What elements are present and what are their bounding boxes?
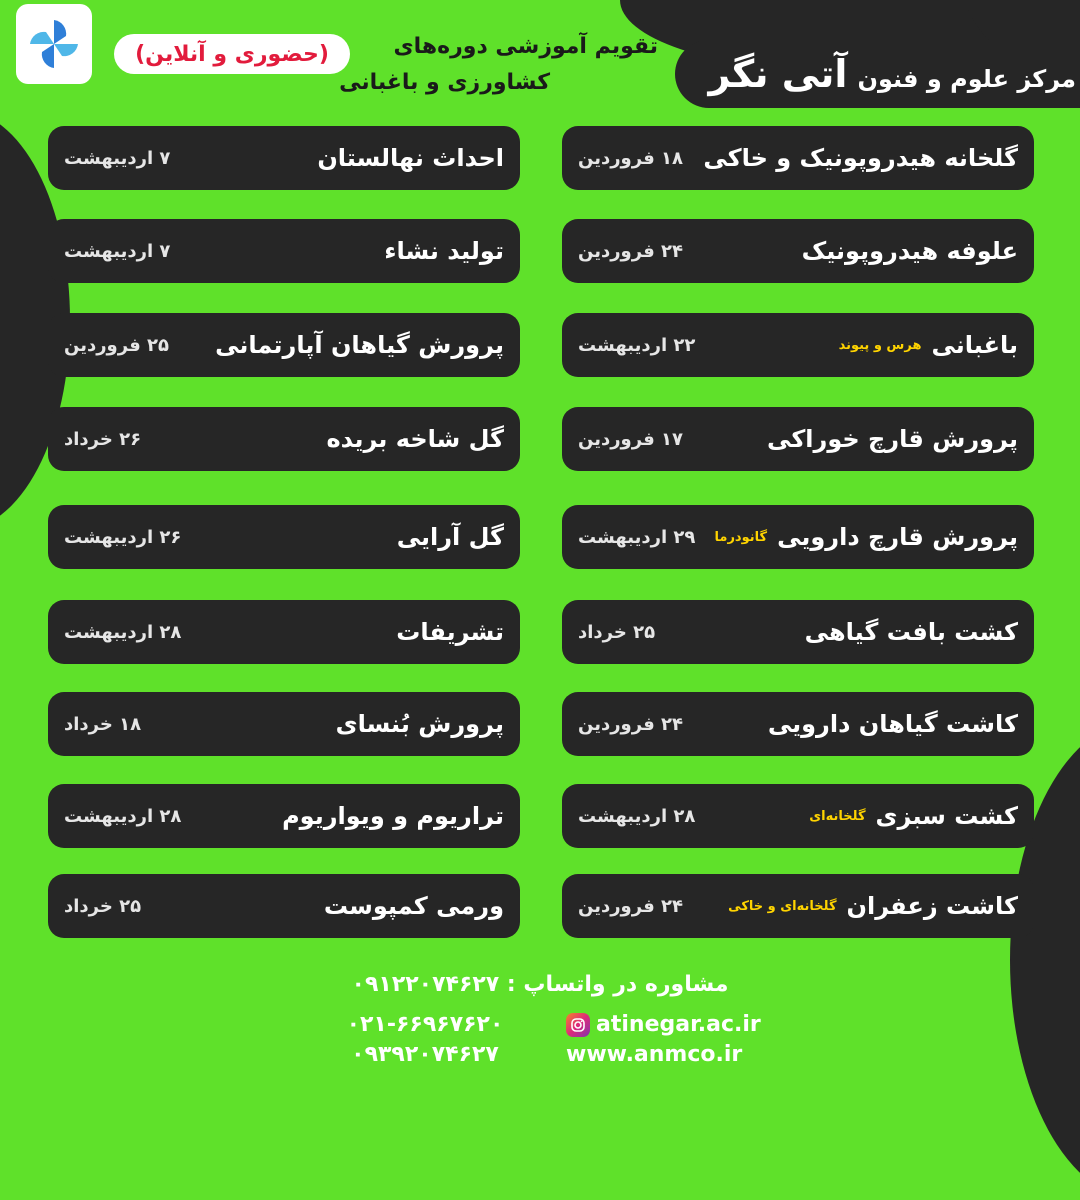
course-title: گلخانه هیدروپونیک و خاکی: [703, 144, 1018, 172]
course-title: احداث نهالستان: [317, 144, 504, 172]
course-card: [48, 600, 520, 664]
course-tag: گلخانه‌ای: [809, 808, 866, 824]
instagram-handle[interactable]: atinegar.ac.ir: [596, 1012, 761, 1037]
course-card: [562, 784, 1034, 848]
course-date: ۱۸ فروردین: [578, 147, 683, 169]
course-title: باغبانی: [931, 331, 1018, 359]
course-date: ۲۵ خرداد: [578, 621, 656, 643]
course-card: [48, 126, 520, 190]
course-tag: گلخانه‌ای و خاکی: [728, 898, 837, 914]
course-title: گل شاخه بریده: [326, 425, 504, 453]
center-label: مرکز علوم و فنون: [857, 65, 1076, 93]
course-card: [48, 784, 520, 848]
course-date: ۷ اردیبهشت: [64, 147, 171, 169]
page-title: تقویم آموزشی دوره‌های: [393, 34, 658, 59]
course-title: گل آرایی: [396, 523, 504, 551]
course-card: [48, 313, 520, 377]
course-title: پرورش قارچ دارویی: [777, 523, 1018, 551]
page-subtitle: کشاورزی و باغبانی: [339, 70, 550, 95]
course-card: [48, 219, 520, 283]
whatsapp-consult[interactable]: مشاوره در واتساپ : ۰۹۱۲۲۰۷۴۶۲۷: [351, 972, 729, 997]
center-name: [686, 52, 1076, 96]
course-tag: گانودرما: [714, 529, 768, 545]
course-date: ۷ اردیبهشت: [64, 240, 171, 262]
course-date: ۲۶ اردیبهشت: [64, 526, 182, 548]
course-card: [562, 219, 1034, 283]
course-card: [48, 874, 520, 938]
course-card: [48, 505, 520, 569]
course-title: کشت بافت گیاهی: [804, 618, 1018, 646]
instagram-icon: [566, 1013, 590, 1037]
phone-landline[interactable]: ۰۲۱-۶۶۹۶۷۶۲۰: [346, 1012, 504, 1037]
course-title: ورمی کمپوست: [323, 892, 504, 920]
course-title: پرورش بُنسای: [335, 710, 504, 738]
course-title: تراریوم و ویواریوم: [282, 802, 504, 830]
mode-badge: (حضوری و آنلاین): [114, 34, 350, 74]
course-date: ۱۸ خرداد: [64, 713, 142, 735]
course-title: تشریفات: [396, 618, 504, 646]
center-brand: آتی نگر: [708, 52, 848, 96]
course-date: ۲۸ اردیبهشت: [578, 805, 696, 827]
course-date: ۲۸ اردیبهشت: [64, 805, 182, 827]
course-title: پرورش قارچ خوراکی: [767, 425, 1018, 453]
course-card: [562, 505, 1034, 569]
course-title: کاشت زعفران: [846, 892, 1018, 920]
course-card: [48, 692, 520, 756]
course-date: ۲۵ فروردین: [64, 334, 169, 356]
course-date: ۲۴ فروردین: [578, 240, 683, 262]
course-card: [562, 126, 1034, 190]
phone-mobile[interactable]: ۰۹۳۹۲۰۷۴۶۲۷: [351, 1042, 499, 1067]
course-date: ۱۷ فروردین: [578, 428, 683, 450]
course-date: ۲۹ اردیبهشت: [578, 526, 696, 548]
course-card: [562, 313, 1034, 377]
website-link[interactable]: www.anmco.ir: [566, 1042, 743, 1067]
course-card: [48, 407, 520, 471]
course-date: ۲۴ فروردین: [578, 895, 683, 917]
course-card: [562, 874, 1034, 938]
instagram-link[interactable]: [566, 1012, 761, 1037]
course-date: ۲۸ اردیبهشت: [64, 621, 182, 643]
course-card: [562, 692, 1034, 756]
course-title: پرورش گیاهان آپارتمانی: [215, 331, 504, 359]
course-title: کشت سبزی: [875, 802, 1018, 830]
course-date: ۲۴ فروردین: [578, 713, 683, 735]
course-date: ۲۵ خرداد: [64, 895, 142, 917]
course-card: [562, 407, 1034, 471]
pinwheel-logo-icon: [16, 4, 92, 84]
course-card: [562, 600, 1034, 664]
course-title: علوفه هیدروپونیک: [801, 237, 1018, 265]
course-title: تولید نشاء: [384, 237, 504, 265]
course-date: ۲۲ اردیبهشت: [578, 334, 696, 356]
course-title: کاشت گیاهان دارویی: [767, 710, 1018, 738]
course-date: ۲۶ خرداد: [64, 428, 142, 450]
course-tag: هرس و پیوند: [838, 337, 922, 353]
